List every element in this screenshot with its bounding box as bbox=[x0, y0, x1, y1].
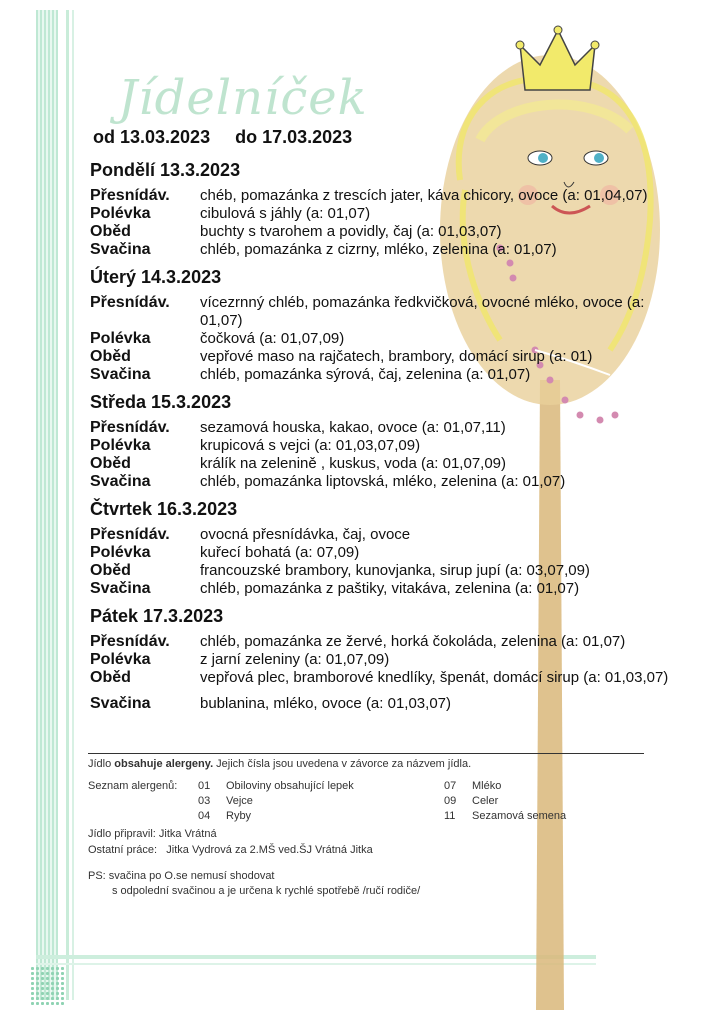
meal-text: krupicová s vejci (a: 01,03,07,09) bbox=[200, 437, 421, 454]
meal-label: Polévka bbox=[90, 544, 151, 561]
meal-text: buchty s tvarohem a povidly, čaj (a: 01,03,07) bbox=[200, 223, 502, 240]
meal-row bbox=[90, 526, 670, 544]
meal-row bbox=[90, 223, 670, 241]
decorative-border-line bbox=[66, 10, 69, 1000]
meal-row bbox=[90, 348, 670, 366]
allergen-item: 07 Mléko bbox=[444, 780, 502, 792]
meal-row bbox=[90, 695, 670, 713]
meal-label: Svačina bbox=[90, 580, 151, 597]
decorative-border-line bbox=[72, 10, 74, 1000]
day-title: Úterý 14.3.2023 bbox=[90, 267, 222, 287]
date-from: od 13.03.2023 bbox=[93, 127, 211, 147]
meal-text: chléb, pomazánka sýrová, čaj, zelenina (a: 01,07) bbox=[200, 366, 531, 383]
meal-row bbox=[90, 330, 670, 348]
meal-row bbox=[90, 669, 670, 687]
meal-text: čočková (a: 01,07,09) bbox=[200, 330, 345, 347]
meal-label: Svačina bbox=[90, 473, 151, 490]
allergen-item: 03 Vejce bbox=[198, 795, 253, 807]
meal-row bbox=[90, 580, 670, 598]
meal-text: vepřová plec, bramborové knedlíky, špenát, domácí sirup (a: 01,03,07) bbox=[200, 669, 669, 686]
meal-label: Oběd bbox=[90, 669, 131, 686]
allergen-item: 09 Celer bbox=[444, 795, 499, 807]
divider bbox=[88, 753, 644, 754]
meal-text: kuřecí bohatá (a: 07,09) bbox=[200, 544, 360, 561]
meal-label: Oběd bbox=[90, 455, 131, 472]
meal-label: Svačina bbox=[90, 241, 151, 258]
decorative-dots bbox=[30, 966, 66, 1006]
meal-label: Polévka bbox=[90, 437, 151, 454]
meal-row bbox=[90, 294, 670, 330]
other-work: Ostatní práce: Jitka Vydrová za 2.MŠ ved.ŠJ Vrátná Jitka bbox=[88, 844, 373, 856]
meal-label: Svačina bbox=[90, 695, 151, 712]
weekly-menu bbox=[90, 160, 670, 721]
meal-label: Polévka bbox=[90, 651, 151, 668]
meal-row bbox=[90, 419, 670, 437]
meal-text: francouzské brambory, kunovjanka, sirup jupí (a: 03,07,09) bbox=[200, 562, 590, 579]
meal-row bbox=[90, 651, 670, 669]
meal-row bbox=[90, 437, 670, 455]
meal-text: vícezrnný chléb, pomazánka ředkvičková, ovocné mléko, ovoce (a: 01,07) bbox=[200, 294, 645, 329]
day-section bbox=[90, 267, 670, 384]
meal-label: Přesnídáv. bbox=[90, 187, 170, 204]
meal-text: z jarní zeleniny (a: 01,07,09) bbox=[200, 651, 390, 668]
meal-row bbox=[90, 544, 670, 562]
meal-text: chléb, pomazánka ze žervé, horká čokoláda, zelenina (a: 01,07) bbox=[200, 633, 626, 650]
meal-label: Přesnídáv. bbox=[90, 633, 170, 650]
meal-text: králík na zelenině , kuskus, voda (a: 01,07,09) bbox=[200, 455, 507, 472]
meal-label: Oběd bbox=[90, 223, 131, 240]
meal-label: Přesnídáv. bbox=[90, 419, 170, 436]
day-title: Pondělí 13.3.2023 bbox=[90, 160, 241, 180]
meal-row bbox=[90, 455, 670, 473]
meal-text: bublanina, mléko, ovoce (a: 01,03,07) bbox=[200, 695, 451, 712]
meal-row bbox=[90, 633, 670, 651]
meal-row bbox=[90, 562, 670, 580]
allergen-note: Jídlo obsahuje alergeny. Jejich čísla jsou uvedena v závorce za názvem jídla. bbox=[88, 758, 472, 770]
allergen-item: 04 Ryby bbox=[198, 810, 252, 822]
meal-text: chléb, pomazánka z paštiky, vitakáva, zelenina (a: 01,07) bbox=[200, 580, 580, 597]
meal-label: Přesnídáv. bbox=[90, 294, 170, 311]
meal-row bbox=[90, 187, 670, 205]
meal-text: sezamová houska, kakao, ovoce (a: 01,07,11) bbox=[200, 419, 506, 436]
meal-text: chléb, pomazánka z cizrny, mléko, zelenina (a: 01,07) bbox=[200, 241, 557, 258]
meal-text: chéb, pomazánka z trescích jater, káva chicory, ovoce (a: 01,04,07) bbox=[200, 187, 648, 204]
day-section bbox=[90, 392, 670, 491]
meal-row bbox=[90, 366, 670, 384]
allergen-list-label: Seznam alergenů: bbox=[88, 780, 178, 792]
meal-label: Polévka bbox=[90, 330, 151, 347]
day-section bbox=[90, 499, 670, 598]
date-range bbox=[93, 127, 372, 148]
date-to: do 17.03.2023 bbox=[235, 127, 353, 147]
meal-row bbox=[90, 241, 670, 259]
meal-label: Svačina bbox=[90, 366, 151, 383]
allergen-item: 11 Sezamová semena bbox=[444, 810, 567, 822]
day-title: Pátek 17.3.2023 bbox=[90, 606, 224, 626]
ps-line: s odpolední svačinou a je určena k rychlé spotřebě /ručí rodiče/ bbox=[112, 885, 421, 897]
ps-line: PS: svačina po O.se nemusí shodovat bbox=[88, 870, 275, 882]
meal-label: Polévka bbox=[90, 205, 151, 222]
meal-row bbox=[90, 205, 670, 223]
meal-text: vepřové maso na rajčatech, brambory, domácí sirup (a: 01) bbox=[200, 348, 593, 365]
meal-label: Přesnídáv. bbox=[90, 526, 170, 543]
day-section bbox=[90, 606, 670, 713]
day-title: Středa 15.3.2023 bbox=[90, 392, 232, 412]
meal-text: cibulová s jáhly (a: 01,07) bbox=[200, 205, 371, 222]
meal-row bbox=[90, 473, 670, 491]
allergen-item: 01 Obiloviny obsahující lepek bbox=[198, 780, 354, 792]
menu-title: Jídelníček bbox=[118, 70, 368, 126]
decorative-border bbox=[36, 10, 58, 1000]
day-section bbox=[90, 160, 670, 259]
prepared-by: Jídlo připravil: Jitka Vrátná bbox=[88, 828, 217, 840]
day-title: Čtvrtek 16.3.2023 bbox=[90, 499, 238, 519]
meal-label: Oběd bbox=[90, 348, 131, 365]
meal-text: ovocná přesnídávka, čaj, ovoce bbox=[200, 526, 411, 543]
meal-text: chléb, pomazánka liptovská, mléko, zelenina (a: 01,07) bbox=[200, 473, 566, 490]
allergen-notes bbox=[88, 758, 648, 897]
meal-label: Oběd bbox=[90, 562, 131, 579]
